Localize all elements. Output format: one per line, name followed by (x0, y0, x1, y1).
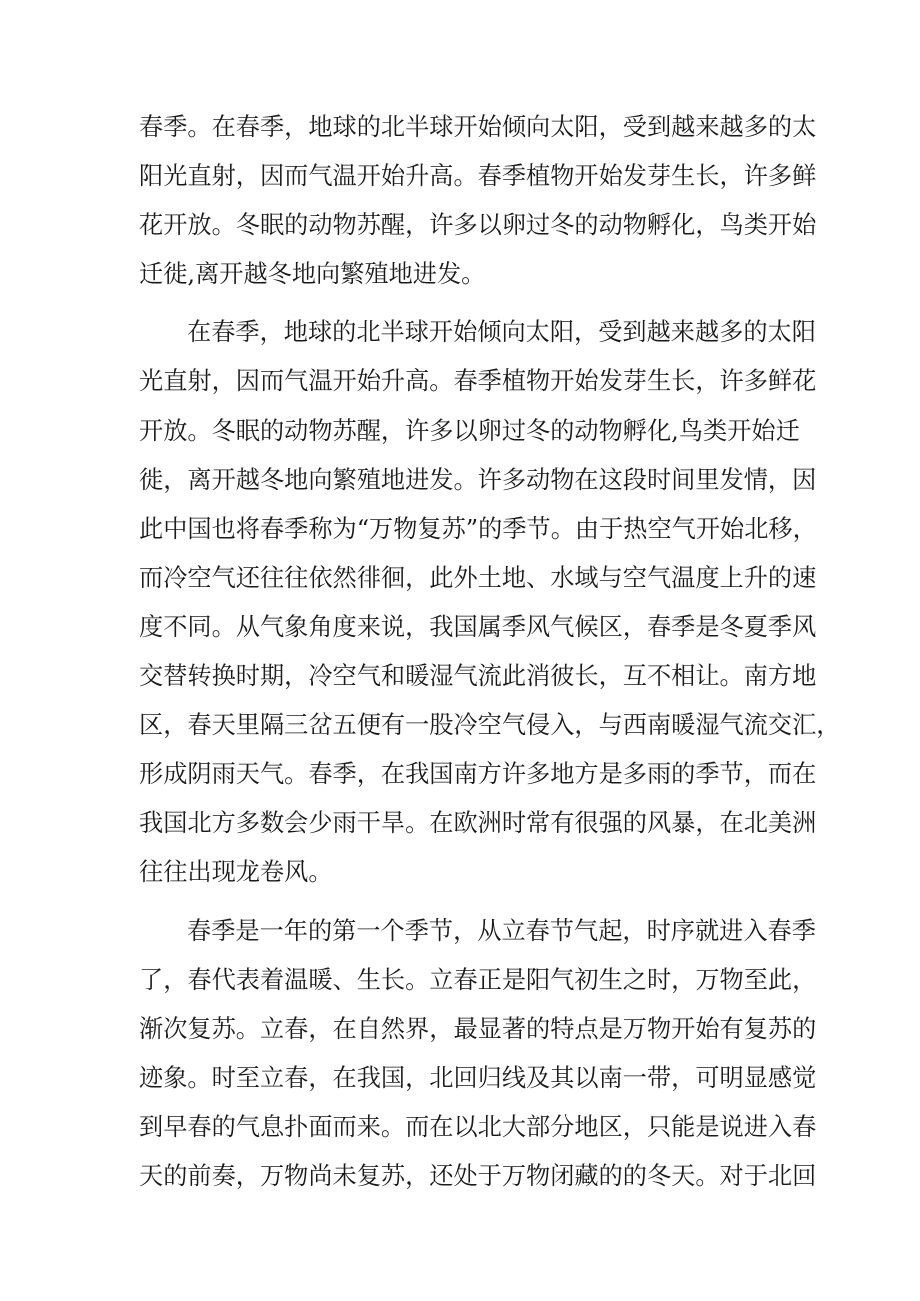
text-line: 到早春的气息扑面而来。而在以北大部分地区，只能是说进入春 (139, 1112, 817, 1141)
text-line: 交替转换时期，冷空气和暖湿气流此消彼长，互不相让。南方地 (139, 662, 817, 691)
text-line: 光直射，因而气温开始升高。春季植物开始发芽生长，许多鲜花 (139, 367, 817, 396)
text-line: 开放。冬眠的动物苏醒，许多以卵过冬的动物孵化,鸟类开始迁 (139, 416, 800, 445)
paragraph-2 (139, 308, 841, 897)
paragraph-1 (139, 103, 817, 299)
text-line: 天的前奏，万物尚未复苏，还处于万物闭藏的的冬天。对于北回 (139, 1161, 817, 1190)
text-line: 渐次复苏。立春，在自然界，最显著的特点是万物开始有复苏的 (139, 1014, 817, 1043)
document-body (139, 103, 841, 1201)
text-line: 迁徙,离开越冬地向繁殖地进发。 (139, 260, 486, 289)
text-line: 形成阴雨天气。春季，在我国南方许多地方是多雨的季节，而在 (139, 760, 817, 789)
text-line: 春季。在春季，地球的北半球开始倾向太阳，受到越来越多的太 (139, 113, 817, 141)
text-line: 我国北方多数会少雨干旱。在欧洲时常有很强的风暴，在北美洲 (139, 809, 817, 838)
text-line: 在春季，地球的北半球开始倾向太阳，受到越来越多的太阳 (187, 318, 816, 347)
text-line: 而冷空气还往往依然徘徊，此外土地、水域与空气温度上升的速 (139, 563, 817, 592)
paragraph-3 (139, 907, 817, 1202)
text-line: 度不同。从气象角度来说，我国属季风气候区，春季是冬夏季风 (139, 612, 817, 641)
text-line: 花开放。冬眠的动物苏醒，许多以卵过冬的动物孵化，鸟类开始 (139, 211, 817, 240)
text-line: 徙，离开越冬地向繁殖地进发。许多动物在这段时间里发情，因 (139, 465, 817, 494)
text-line: 阳光直射，因而气温开始升高。春季植物开始发芽生长，许多鲜 (139, 162, 817, 191)
text-line: 了，春代表着温暖、生长。立春正是阳气初生之时，万物至此， (139, 965, 817, 994)
text-line: 此中国也将春季称为“万物复苏”的季节。由于热空气开始北移， (139, 514, 817, 543)
text-line: 区，春天里隔三岔五便有一股冷空气侵入，与西南暖湿气流交汇， (139, 711, 841, 740)
text-line: 往往出现龙卷风。 (139, 858, 333, 887)
text-line: 迹象。时至立春，在我国，北回归线及其以南一带，可明显感觉 (139, 1063, 817, 1092)
text-line: 春季是一年的第一个季节，从立春节气起，时序就进入春季 (187, 916, 816, 945)
